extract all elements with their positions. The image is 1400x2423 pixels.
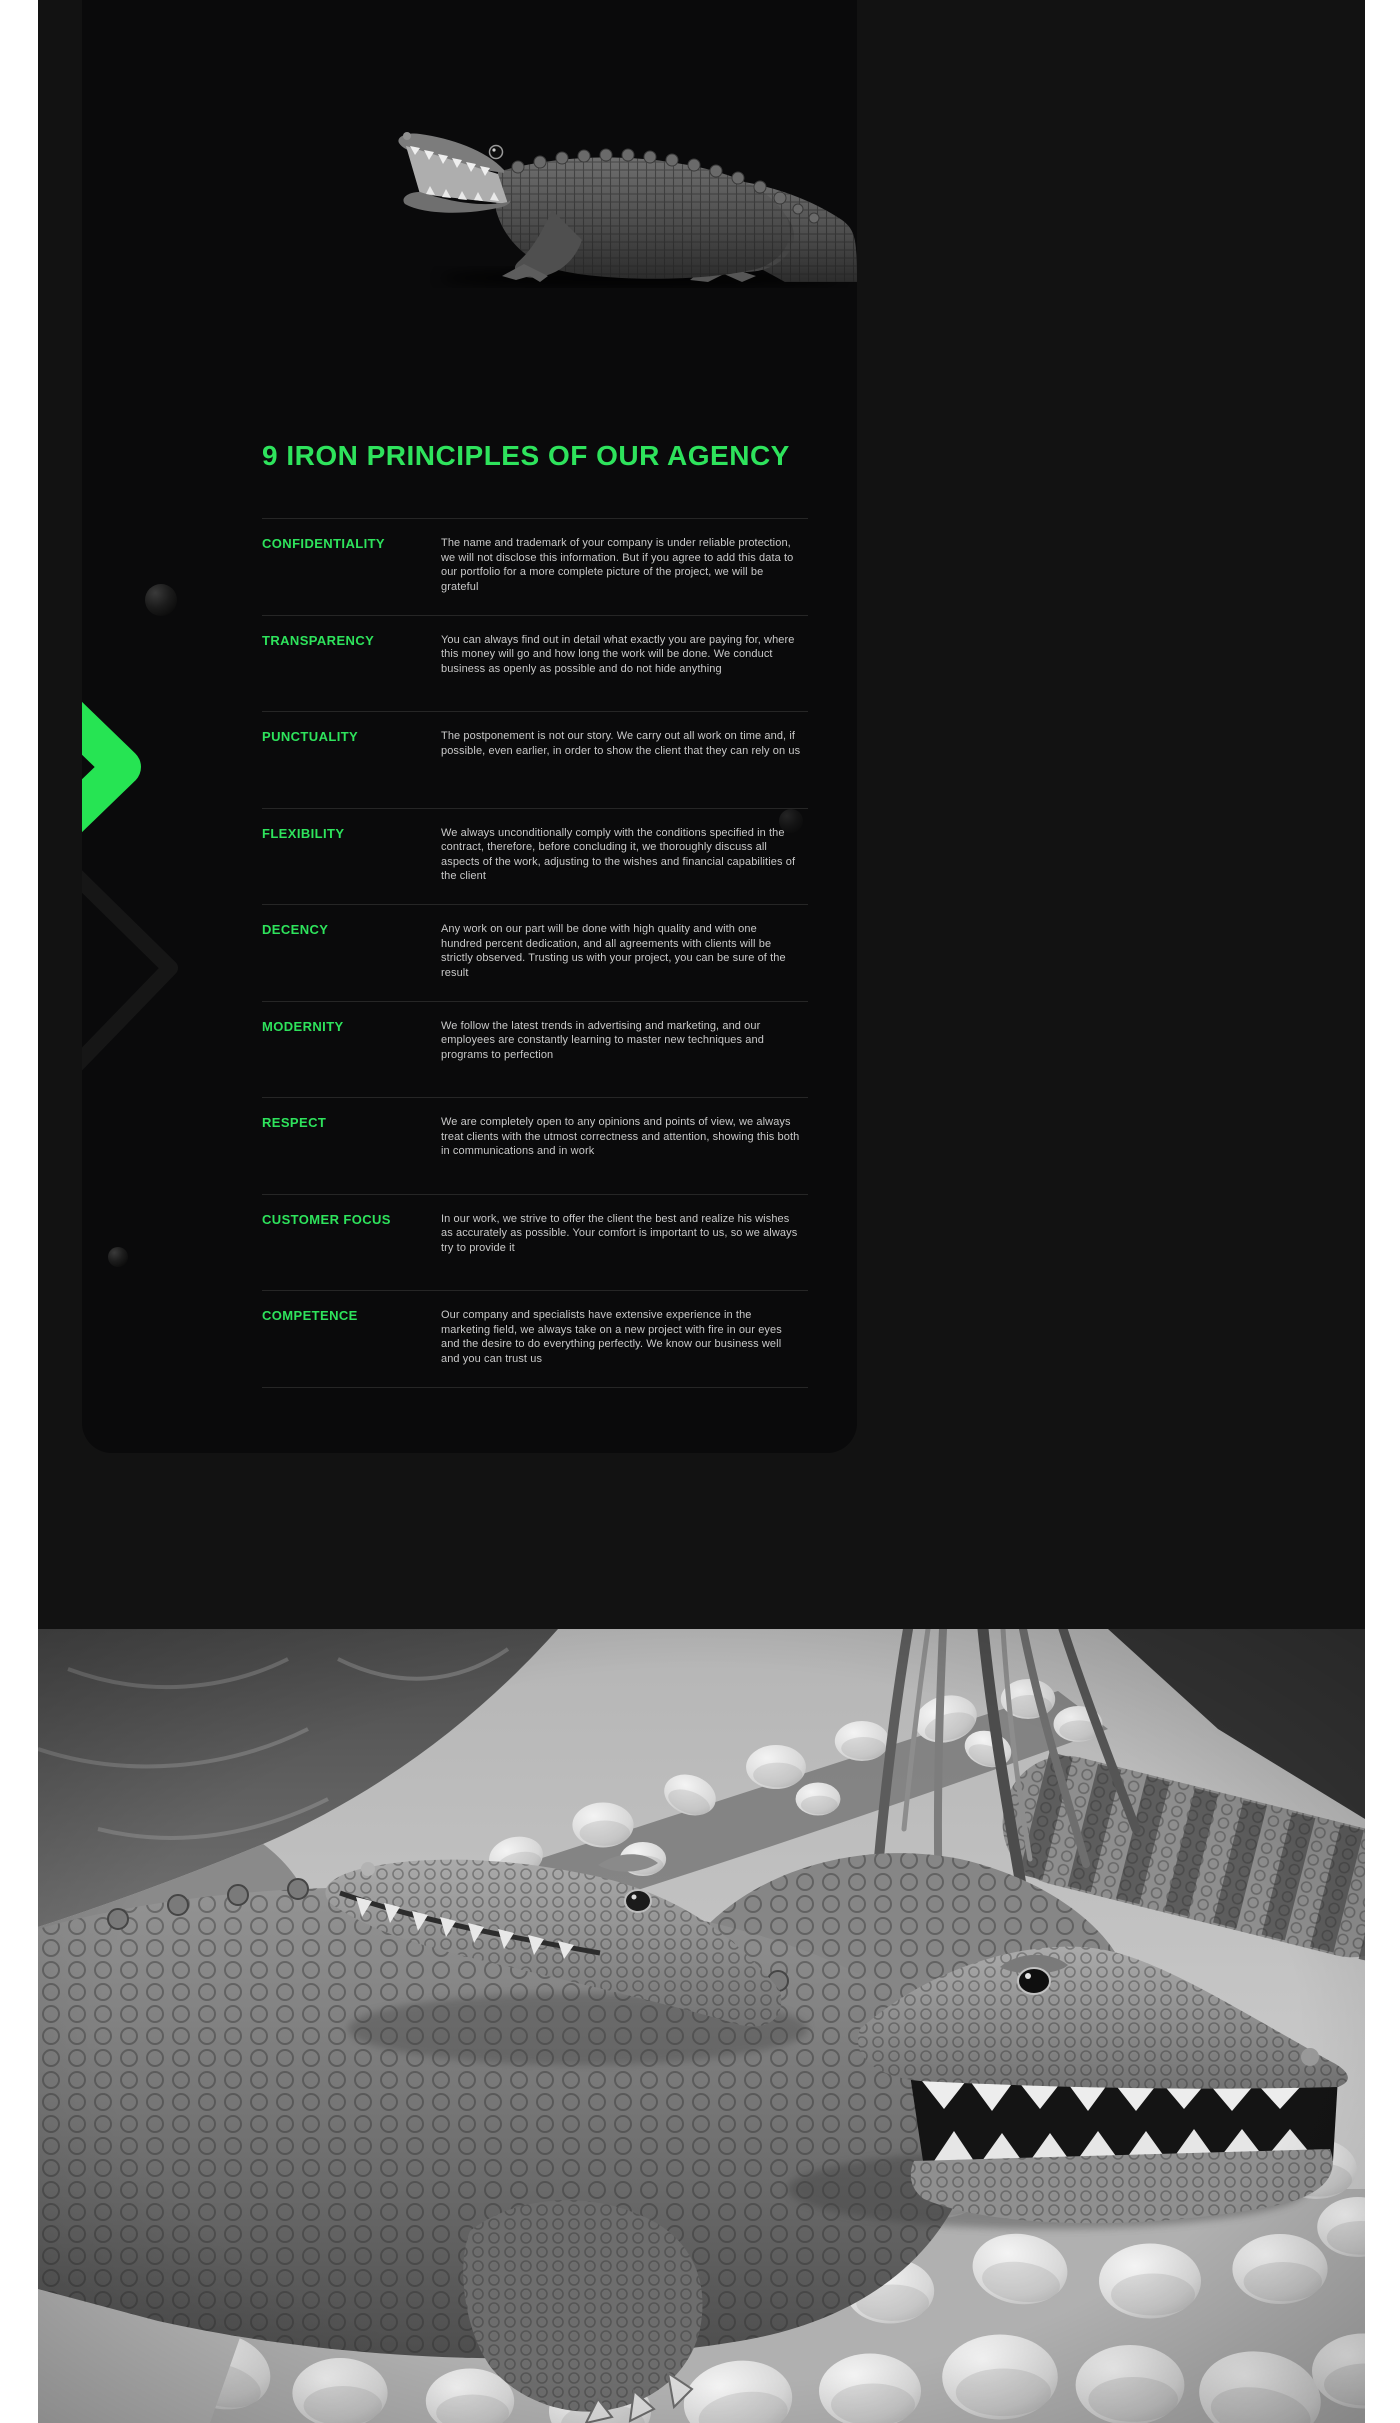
crocodiles-photo <box>38 1629 1365 2423</box>
principles-list <box>262 518 808 1388</box>
principle-row <box>262 615 808 712</box>
principle-description: We follow the latest trends in advertising and marketing, and our employees are constantly learning to master new techniques and programs to perfection <box>441 1019 764 1061</box>
principle-label: TRANSPARENCY <box>262 632 375 648</box>
principle-row <box>262 1290 808 1387</box>
principle-description: Our company and specialists have extensive experience in the marketing field, we always take on a new project with fire in our eyes and the desire to do everything perfectly. We know our business well and you can trust us <box>441 1309 782 1365</box>
principle-label: CUSTOMER FOCUS <box>262 1211 391 1227</box>
bubble-decoration <box>108 1247 128 1267</box>
principle-label: FLEXIBILITY <box>262 825 345 841</box>
principle-label: MODERNITY <box>262 1018 344 1034</box>
principle-description: We always unconditionally comply with the conditions specified in the contract, therefore, before concluding it, we thoroughly discuss all aspects of the work, adjusting to the wishes and financial capabilities of the client <box>441 826 796 883</box>
principles-section <box>38 0 1365 1629</box>
alligator-image <box>390 110 857 288</box>
principle-row <box>262 808 808 905</box>
principle-description: Any work on our part will be done with high quality and with one hundred percent dedication, and all agreements with clients will be strictly observed. Trusting us with your project, you can be sure of the result <box>441 923 786 979</box>
green-chevron-decoration <box>82 693 170 853</box>
principle-row <box>262 1097 808 1194</box>
principle-row <box>262 518 808 615</box>
principle-description: The postponement is not our story. We carry out all work on time and, if possible, even earlier, in order to show the client that they can rely on us <box>441 730 801 757</box>
principle-description: The name and trademark of your company is under reliable protection, we will not disclose this information. But if you agree to add this data to our portfolio for a more complete picture of the project, we will be grateful <box>441 537 794 593</box>
principle-row <box>262 1001 808 1098</box>
principle-label: COMPETENCE <box>262 1308 358 1323</box>
principle-label: CONFIDENTIALITY <box>262 536 385 551</box>
principle-label: DECENCY <box>262 922 329 937</box>
principle-label: RESPECT <box>262 1115 327 1130</box>
section-title: 9 IRON PRINCIPLES OF OUR AGENCY <box>262 440 790 471</box>
principle-row <box>262 711 808 808</box>
principle-row <box>262 904 808 1001</box>
principle-description: We are completely open to any opinions and points of view, we always treat clients with the utmost correctness and attention, showing this both in communications and in work <box>441 1116 800 1158</box>
principle-row <box>262 1194 808 1291</box>
principle-description: You can always find out in detail what exactly you are paying for, where this money will go and how long the work will be done. We conduct business as openly as possible and do not hide anything <box>441 633 795 675</box>
outline-chevron-decoration <box>82 848 278 1098</box>
bubble-decoration <box>145 584 177 616</box>
principle-label: PUNCTUALITY <box>262 729 359 744</box>
principle-description: In our work, we strive to offer the client the best and realize his wishes as accurately as possible. Your comfort is important to us, so we always try to provide it <box>441 1212 798 1254</box>
principles-card <box>82 0 857 1453</box>
